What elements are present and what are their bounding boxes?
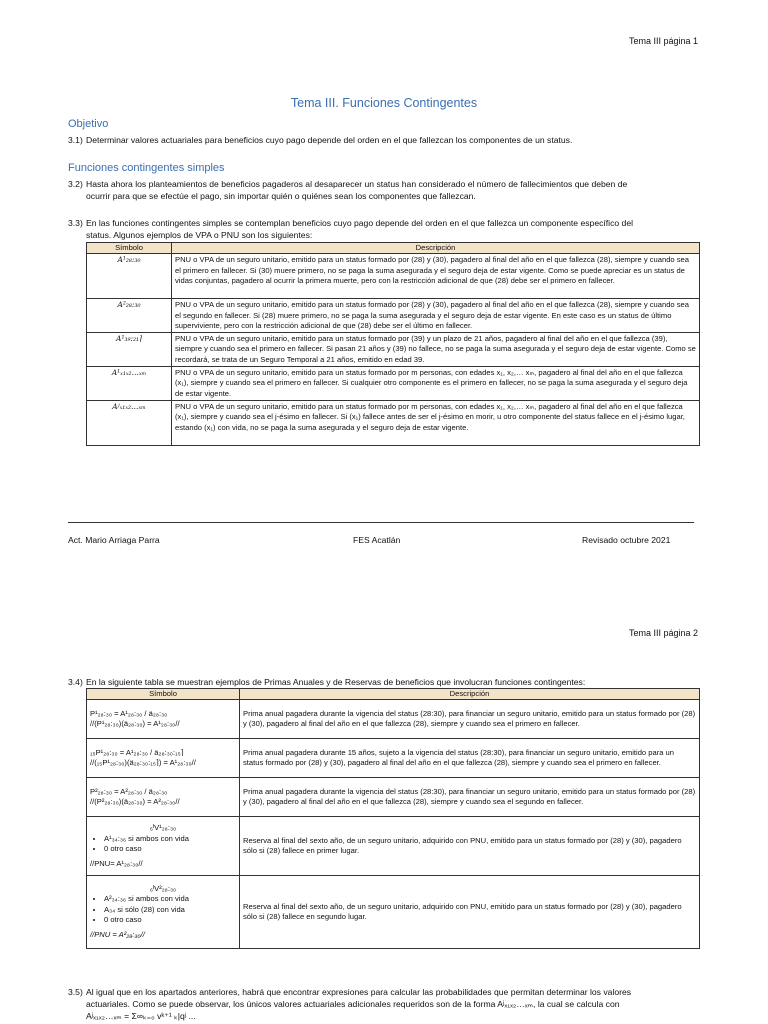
- premium-formula: ₁₅P¹₂₈:₃₀ = A¹₂₈:₃₀ / ä₂₈:₃₀:₁₅⌉: [90, 748, 184, 757]
- description-cell: PNU o VPA de un seguro unitario, emitido para un status formado por m personas, con edades x₁, x₂,… xₘ, pagadero al final del año en el que fallezca (x₁), siempre y cuando sea el j-ésimo en fallecer. Si (x₁) fallece antes de ser el j-ésimo en morir, u otro componente del status fallece en el j-ésimo lugar, estando (x₁) con vida, no se paga la suma asegurada y el seguro deja de estar vigente.: [172, 400, 700, 445]
- description-cell: Prima anual pagadera durante la vigencia del status (28:30), para financiar un seguro unitario, emitido para un status formado por (28) y (30), pagadero al final del año en el que fallezca (28), siempre y cuando sea el primero en fallecer.: [240, 700, 700, 739]
- premium-formula: P¹₂₈:₃₀ = A¹₂₈:₃₀ / ä₂₈:₃₀: [90, 709, 168, 718]
- paragraph-text: actuariales. Como se puede observar, los únicos valores actuariales adicionales requeridos son de la forma Aʲₓ₁ₓ₂…ₓₘ, la cual se calcula con: [86, 999, 620, 1009]
- column-header: Descripción: [172, 243, 700, 254]
- premium-identity: //(₁₅P¹₂₈:₃₀)(ä₂₈:₃₀:₁₅⌉) = A¹₂₈:₃₀//: [90, 758, 196, 768]
- paragraph-text: En la siguiente tabla se muestran ejemplos de Primas Anuales y de Reservas de beneficios que involucran funciones contingentes:: [86, 677, 586, 687]
- premium-identity: //(P¹₂₈:₃₀)(ä₂₈:₃₀) = A¹₂₈:₃₀//: [90, 719, 180, 729]
- list-item: • A₃₄ si sólo (28) con vida: [104, 905, 236, 915]
- paragraph-text: En las funciones contingentes simples se contemplan beneficios cuyo pago depende del orden en el que fallezca un componente específico del: [86, 218, 634, 228]
- paragraph-number: 3.4): [68, 677, 83, 687]
- symbol-cell: [87, 876, 240, 949]
- list-item: • A¹₃₄:₃₆ si ambos con vida: [104, 834, 236, 844]
- symbol-cell: [87, 739, 240, 778]
- description-cell: PNU o VPA de un seguro unitario, emitido para un status formado por (39) y un plazo de 21 años, pagadero al final del año en el que fallezca (39), siempre y cuando sea el primero en fallecer. Si pasan 21 años y (39) no fallece, no se paga la suma asegurada y el seguro deja de estar vigente. Como se recordará, se trata de un Seguro Temporal a 21 años, emitido en edad 39.: [172, 333, 700, 367]
- symbol-cell: A¹₂₈:₃₀: [87, 254, 172, 299]
- paragraph-number: 3.3): [68, 218, 83, 228]
- footer-revision: Revisado octubre 2021: [582, 535, 671, 545]
- description-cell: Reserva al final del sexto año, de un seguro unitario, adquirido con PNU, emitido para un status formado por (28) y (30), pagadero sólo si (28) fallece en primer lugar.: [240, 817, 700, 876]
- description-cell: Prima anual pagadera durante la vigencia del status (28:30), para financiar un seguro unitario, emitido para un status formado por (28) y (30), pagadero al final del año en el que fallezca (28), siempre y cuando sea el segundo en fallecer.: [240, 778, 700, 817]
- reserve-symbol: ₆ᴵV²₂₈:₃₀: [149, 884, 177, 894]
- premiums-reserves-table: [86, 688, 700, 949]
- symbol-cell: [87, 817, 240, 876]
- premium-identity: //(P²₂₈:₃₀)(ä₂₈:₃₀) = A²₂₈:₃₀//: [90, 797, 180, 807]
- description-cell: Reserva al final del sexto año, de un seguro unitario, adquirido con PNU, emitido para un status formado por (28) y (30), pagadero sólo si (28) fallece en segundo lugar.: [240, 876, 700, 949]
- paragraph-3-5: [68, 986, 702, 1022]
- paragraph-text: Determinar valores actuariales para beneficios cuyo pago depende del orden en el que fallezcan los componentes de un status.: [86, 135, 573, 145]
- table-row: [87, 400, 700, 445]
- paragraph-text: Al igual que en los apartados anteriores, habrá que encontrar expresiones para calcular las probabilidades que permitan determinar los valores: [86, 987, 632, 997]
- reserve-cases: [90, 894, 236, 925]
- symbol-cell: Aʲₓ₁ₓ₂…ₓₘ: [87, 400, 172, 445]
- paragraph-number: 3.1): [68, 135, 83, 145]
- symbol-cell: [87, 700, 240, 739]
- table-row: [87, 299, 700, 333]
- paragraph-text: Hasta ahora los planteamientos de beneficios pagaderos al desaparecer un status han considerado el número de fallecimientos que deben de: [86, 179, 628, 189]
- footer-institution: FES Acatlán: [353, 535, 401, 545]
- premium-formula: P²₂₈:₃₀ = A²₂₈:₃₀ / ä₂₈:₃₀: [90, 787, 168, 796]
- table-row: [87, 254, 700, 299]
- description-cell: PNU o VPA de un seguro unitario, emitido para un status formado por (28) y (30), pagadero al final del año en el que fallezca (28), siempre y cuando sea el primero en fallecer. Si (30) muere primero, no se paga la suma asegurada y el seguro deja de estar vigente. Como se puede apreciar es un status de vidas conjuntas, pagadero al ocurrir la primera muerte, pero con la restricción adicional de que (28) debe ser el primero en fallecer.: [172, 254, 700, 299]
- description-cell: PNU o VPA de un seguro unitario, emitido para un status formado por m personas, con edades x₁, x₂,… xₘ, pagadero al final del año en el que fallezca (x₁), siempre y cuando sea el primero en fallecer. Si cualquier otro componente es el primero en fallecer, no se paga la suma asegurada y el seguro deja de estar vigente.: [172, 367, 700, 401]
- reserve-symbol: ₆ᴵV¹₂₈:₃₀: [149, 823, 177, 833]
- page-header: Tema III página 1: [628, 36, 698, 46]
- description-cell: PNU o VPA de un seguro unitario, emitido para un status formado por (28) y (30), pagadero al final del año en el que fallezca (28), siempre y cuando sea el segundo en fallecer. Si (28) muere primero, no se paga la suma asegurada y el seguro deja de estar vigente. En este caso es un status de último superviviente, pero con la restricción adicional de que (28) debe ser el último en fallecer.: [172, 299, 700, 333]
- list-item: • 0 otro caso: [104, 844, 236, 854]
- section-heading-objetivo: Objetivo: [68, 118, 109, 130]
- list-item: • A²₃₄:₃₆ si ambos con vida: [104, 894, 236, 904]
- symbol-cell: A¹ₓ₁ₓ₂…ₓₘ: [87, 367, 172, 401]
- table-row: [87, 778, 700, 817]
- table-row: [87, 367, 700, 401]
- section-heading-simples: Funciones contingentes simples: [68, 162, 225, 174]
- paragraph-text: status. Algunos ejemplos de VPA o PNU son los siguientes:: [86, 230, 313, 240]
- symbol-cell: A¹₃₉:₂₁⌉: [87, 333, 172, 367]
- paragraph-3-1: [68, 134, 702, 146]
- table-header-row: [87, 243, 700, 254]
- column-header: Símbolo: [87, 689, 240, 700]
- paragraph-text: ocurrir para que se efectúe el pago, sin importar quién o quiénes sean los componentes que fallezcan.: [86, 191, 476, 201]
- table-row: [87, 817, 700, 876]
- page-title: Tema III. Funciones Contingentes: [290, 96, 478, 110]
- paragraph-3-4: [68, 676, 702, 688]
- table-header-row: [87, 689, 700, 700]
- column-header: Descripción: [240, 689, 700, 700]
- pnu-formula: //PNU = A²₂₈:₃₀//: [90, 930, 145, 940]
- table-row: [87, 700, 700, 739]
- contingent-functions-table: [86, 242, 700, 446]
- footer-divider: [68, 522, 694, 523]
- paragraph-3-2: [68, 178, 702, 202]
- paragraph-number: 3.5): [68, 987, 83, 997]
- symbol-cell: [87, 778, 240, 817]
- paragraph-3-3: [68, 217, 702, 241]
- pnu-formula: //PNU= A¹₂₈:₃₀//: [90, 859, 143, 869]
- reserve-cases: [90, 834, 236, 855]
- description-cell: Prima anual pagadera durante 15 años, sujeto a la vigencia del status (28:30), para financiar un seguro unitario, emitido para un status formado por (28) y (30), pagadero al final del año en el que fallezca (28), siempre y cuando sea el primero en fallecer.: [240, 739, 700, 778]
- table-row: [87, 739, 700, 778]
- table-row: [87, 333, 700, 367]
- table-row: [87, 876, 700, 949]
- page-header: Tema III página 2: [628, 628, 698, 638]
- footer-author: Act. Mario Arriaga Parra: [68, 535, 160, 545]
- paragraph-number: 3.2): [68, 179, 83, 189]
- list-item: • 0 otro caso: [104, 915, 236, 925]
- paragraph-formula: Aʲₓ₁ₓ₂…ₓₘ = Σ∞ₖ₌₀ vᵏ⁺¹ ₖ|qʲ ...: [86, 1011, 196, 1021]
- symbol-cell: A²₂₈:₃₀: [87, 299, 172, 333]
- column-header: Símbolo: [87, 243, 172, 254]
